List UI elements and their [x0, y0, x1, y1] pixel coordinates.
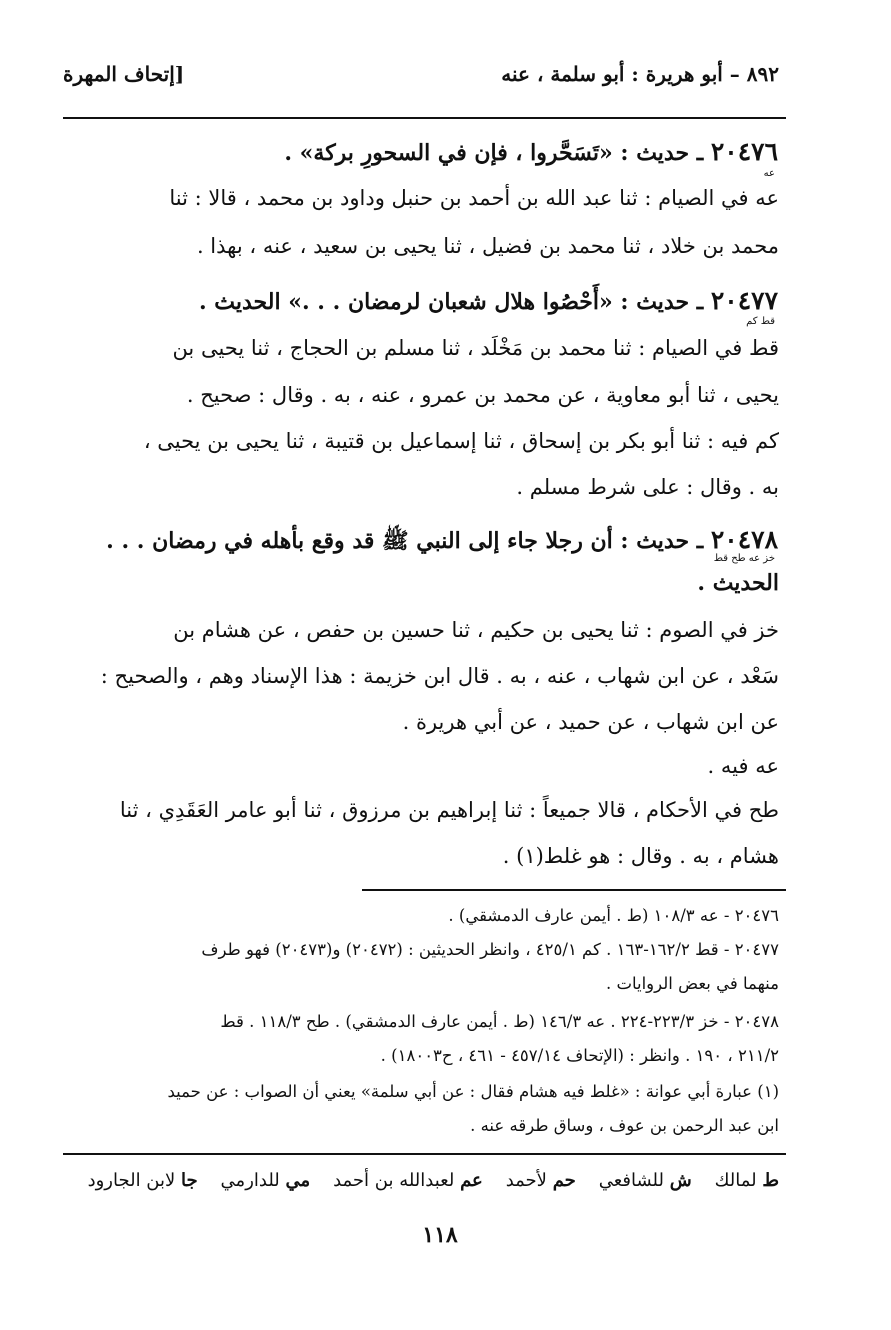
- entry-20478-line-6: هشام ، به . وقال : هو غلط(١) .: [502, 844, 779, 868]
- legend-item: جا لابن الجارود: [87, 1170, 198, 1191]
- entry-20478-line-3: عن ابن شهاب ، عن حميد ، عن أبي هريرة .: [402, 710, 779, 734]
- header-rule: [63, 117, 786, 119]
- header-right: ٨٩٢ – أبو هريرة : أبو سلمة ، عنه: [501, 62, 779, 86]
- entry-20478-line-5: طح في الأحكام ، قالا جميعاً : ثنا إبراهيم بن مرزوق ، ثنا أبو عامر العَقَدِي ، ثنا: [119, 798, 779, 822]
- legend-item: عم لعبدالله بن أحمد: [333, 1170, 483, 1191]
- entry-number: ٢٠٤٧٦: [710, 137, 778, 166]
- footnote-line-2: ٢٠٤٧٧ - قط ١٦٢/٢-١٦٣ . كم ٤٢٥/١ ، وانظر الحديثين : (٢٠٤٧٢) و(٢٠٤٧٣) فهو طرف: [201, 940, 779, 959]
- legend-item: مي للدارمي: [220, 1170, 311, 1191]
- entry-20477-line-3: كم فيه : ثنا أبو بكر بن إسحاق ، ثنا إسماعيل بن قتيبة ، ثنا يحيى بن يحيى ،: [143, 429, 779, 453]
- entry-20478-line-2: سَعْد ، عن ابن شهاب ، عنه ، به . قال ابن خزيمة : هذا الإسناد وهم ، والصحيح :: [100, 664, 779, 688]
- entry-20476-sigla: عه: [763, 168, 775, 179]
- footnote-line-6: (١) عبارة أبي عوانة : «غلط فيه هشام فقال : عن أبي سلمة» يعني أن الصواب : عن حميد: [167, 1082, 779, 1101]
- entry-title: ـ حديث : أن رجلا جاء إلى النبي ﷺ قد وقع بأهله في رمضان . . .: [106, 528, 704, 554]
- entry-20476-line-2: محمد بن خلاد ، ثنا محمد بن فضيل ، ثنا يحيى بن سعيد ، عنه ، بهذا .: [196, 234, 779, 258]
- footnote-line-5: ٢١١/٢ ، ١٩٠ . وانظر : (الإتحاف ٤٥٧/١٤ - ٤٦١ ، ح١٨٠٠٣) .: [380, 1046, 779, 1065]
- footnote-separator: [362, 889, 786, 891]
- entry-number: ٢٠٤٧٨: [710, 525, 778, 554]
- legend-item: ط لمالك: [714, 1170, 779, 1191]
- entry-20478-heading: [106, 525, 778, 559]
- entry-number: ٢٠٤٧٧: [710, 286, 778, 315]
- entry-20476-line-1: عه في الصيام : ثنا عبد الله بن أحمد بن حنبل وداود بن محمد ، قالا : ثنا: [169, 186, 779, 210]
- legend-item: حم لأحمد: [505, 1170, 576, 1191]
- entry-20478-heading-cont: الحديث .: [697, 570, 779, 596]
- header-left: [إتحاف المهرة: [63, 62, 185, 86]
- abbreviations-legend: [88, 1170, 779, 1191]
- footnote-line-4: ٢٠٤٧٨ - خز ٢٢٣/٣-٢٢٤ . عه ١٤٦/٣ (ط . أيمن عارف الدمشقي) . طح ١١٨/٣ . قط: [220, 1012, 779, 1031]
- footnote-line-3: منهما في بعض الروايات .: [605, 974, 779, 993]
- legend-rule: [63, 1153, 786, 1155]
- footnote-line-1: ٢٠٤٧٦ - عه ١٠٨/٣ (ط . أيمن عارف الدمشقي) .: [448, 906, 779, 925]
- entry-20478-sigla: خز عه طح قط: [713, 553, 775, 564]
- entry-title: ـ حديث : «تَسَحَّروا ، فإن في السحورِ بركة» .: [284, 140, 704, 166]
- entry-20477-line-2: يحيى ، ثنا أبو معاوية ، عن محمد بن عمرو ، عنه ، به . وقال : صحيح .: [186, 383, 779, 407]
- legend-item: ش للشافعي: [598, 1170, 692, 1191]
- page-number: ١١٨: [422, 1222, 458, 1248]
- entry-20477-sigla: قط كم: [746, 316, 775, 327]
- entry-title: ـ حديث : «أَحْصُوا هلال شعبان لرمضان . . .» الحديث .: [198, 289, 704, 315]
- entry-20477-heading: [199, 286, 778, 315]
- entry-20478-line-4: عه فيه .: [707, 754, 779, 778]
- entry-20477-line-4: به . وقال : على شرط مسلم .: [516, 475, 779, 499]
- entry-20478-line-1: خز في الصوم : ثنا يحيى بن حكيم ، ثنا حسين بن حفص ، عن هشام بن: [173, 618, 779, 642]
- footnote-line-7: ابن عبد الرحمن بن عوف ، وساق طرقه عنه .: [470, 1116, 779, 1135]
- entry-20477-line-1: قط في الصيام : ثنا محمد بن مَخْلَد ، ثنا مسلم بن الحجاج ، ثنا يحيى بن: [172, 336, 779, 360]
- entry-20476-heading: [284, 137, 778, 166]
